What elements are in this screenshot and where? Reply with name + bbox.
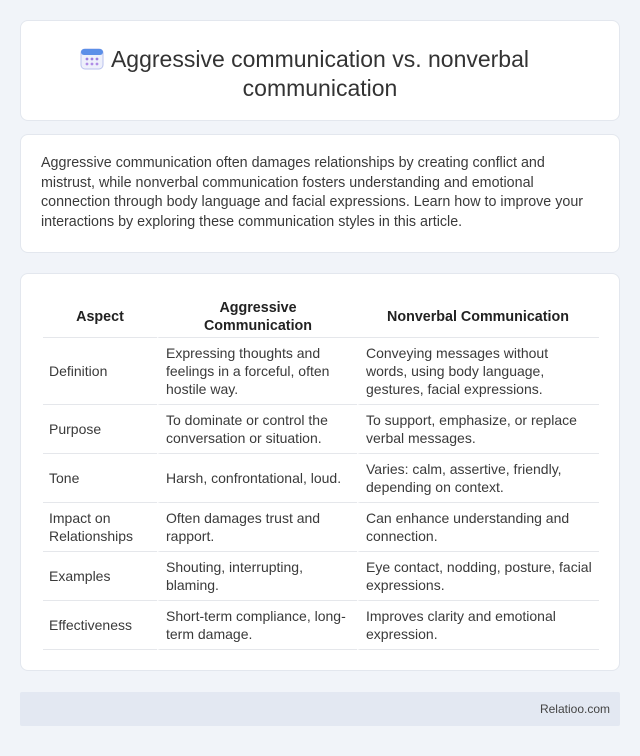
header-aspect: Aspect — [43, 296, 157, 338]
row-nonverbal: Varies: calm, assertive, friendly, depending on context. — [357, 454, 599, 503]
footer-bar — [20, 692, 620, 726]
row-aspect: Effectiveness — [43, 601, 157, 650]
table-row — [43, 503, 599, 552]
row-nonverbal: Can enhance understanding and connection. — [357, 503, 599, 552]
row-aspect: Purpose — [43, 405, 157, 454]
row-nonverbal: Eye contact, nodding, posture, facial expressions. — [357, 552, 599, 601]
comparison-table-card — [20, 273, 620, 671]
title-card — [20, 20, 620, 121]
row-nonverbal: Conveying messages without words, using body language, gestures, facial expressions. — [357, 338, 599, 405]
row-nonverbal: Improves clarity and emotional expression. — [357, 601, 599, 650]
row-aspect: Impact on Relationships — [43, 503, 157, 552]
table-row — [43, 552, 599, 601]
footer-site-link[interactable]: Relatioo.com — [539, 702, 610, 716]
row-aspect: Tone — [43, 454, 157, 503]
row-aggressive: Shouting, interrupting, blaming. — [157, 552, 357, 601]
row-aggressive: Often damages trust and rapport. — [157, 503, 357, 552]
table-row — [43, 454, 599, 503]
header-aggressive: Aggressive Communication — [157, 296, 357, 338]
row-aggressive: Harsh, confrontational, loud. — [157, 454, 357, 503]
header-nonverbal: Nonverbal Communication — [357, 296, 599, 338]
row-nonverbal: To support, emphasize, or replace verbal messages. — [357, 405, 599, 454]
comparison-table — [43, 296, 599, 650]
row-aggressive: Expressing thoughts and feelings in a forceful, often hostile way. — [157, 338, 357, 405]
table-header-row — [43, 296, 599, 338]
row-aggressive: To dominate or control the conversation or situation. — [157, 405, 357, 454]
row-aspect: Definition — [43, 338, 157, 405]
table-row — [43, 601, 599, 650]
page-title: Aggressive communication vs. nonverbal communication — [110, 46, 530, 101]
row-aspect: Examples — [43, 552, 157, 601]
table-row — [43, 405, 599, 454]
table-row — [43, 338, 599, 405]
intro-text: Aggressive communication often damages relationships by creating conflict and mistrust, while nonverbal communication fosters understanding and emotional connection through body language and facial expressions. Learn how to improve your interactions by exploring these communication styles in this article. — [41, 155, 584, 230]
intro-card — [20, 134, 620, 253]
row-aggressive: Short-term compliance, long-term damage. — [157, 601, 357, 650]
